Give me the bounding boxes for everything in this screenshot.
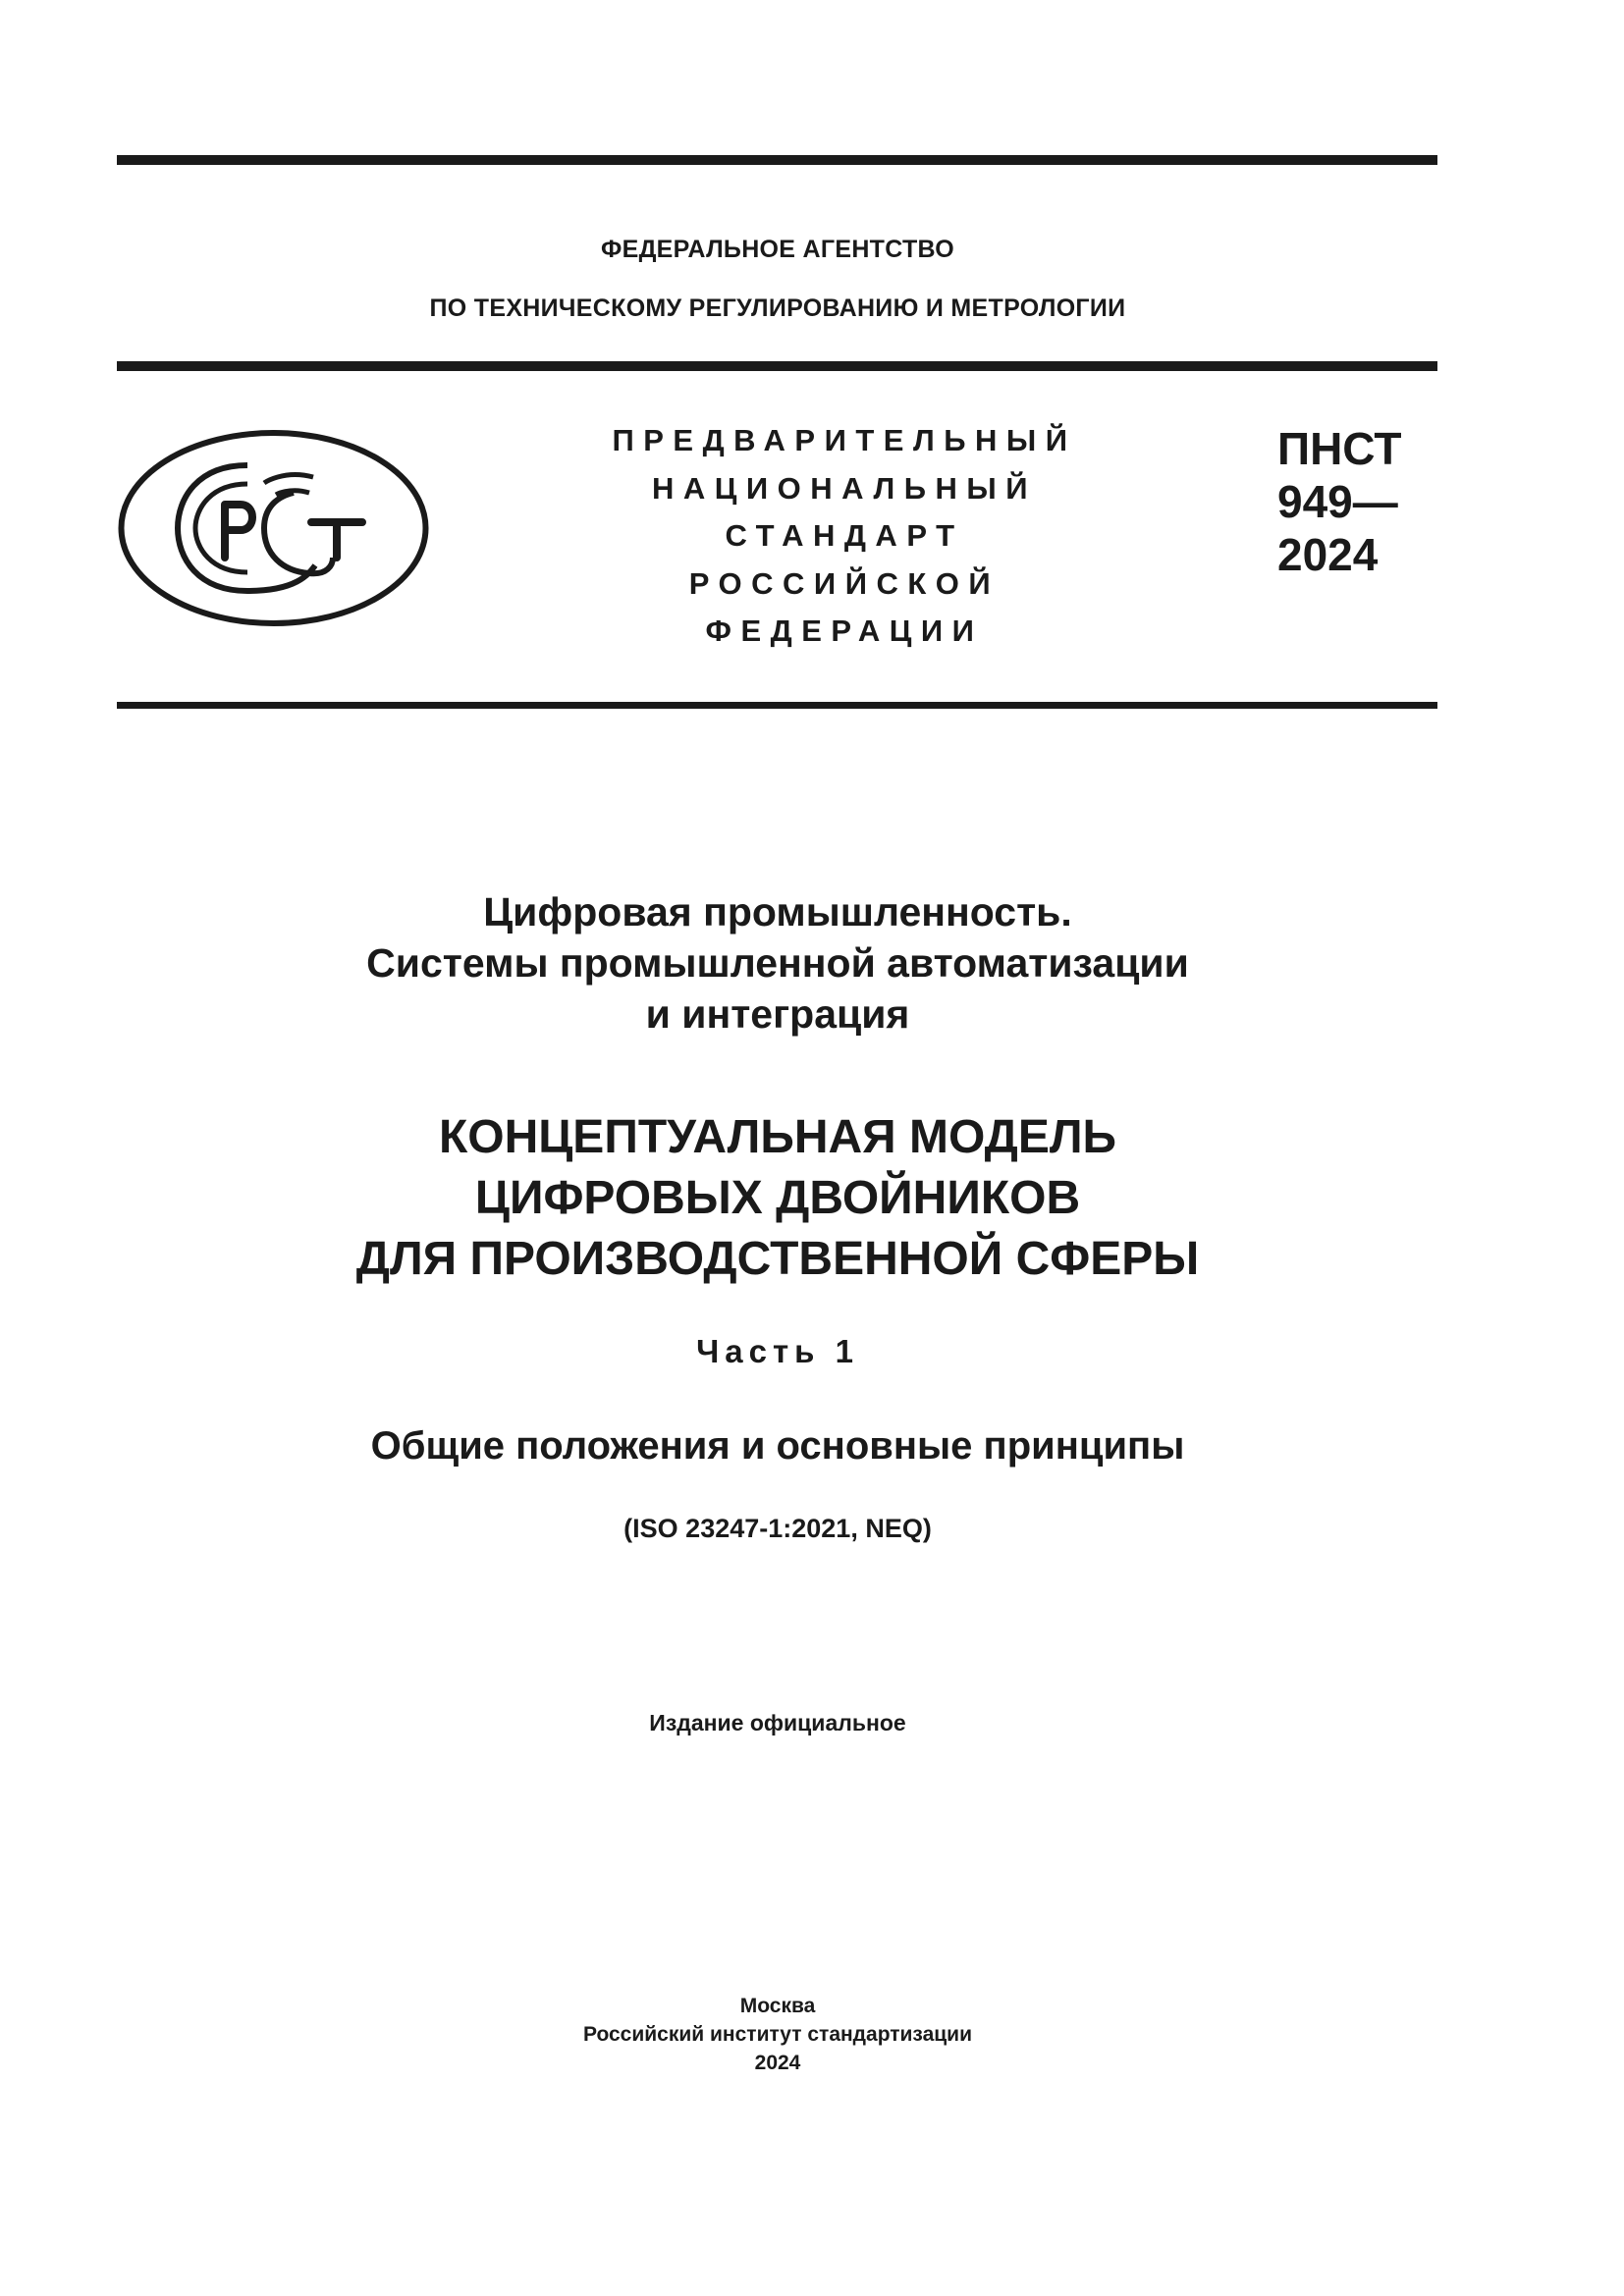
title-line-2: Системы промышленной автоматизации (366, 940, 1189, 986)
part-subtitle: Общие положения и основные принципы (370, 1424, 1185, 1468)
standard-code (1277, 422, 1474, 581)
standard-code-year: 2024 (1277, 529, 1379, 580)
agency-line-2: ПО ТЕХНИЧЕСКОМУ РЕГУЛИРОВАНИЮ И МЕТРОЛОГИИ (429, 294, 1126, 322)
standard-type-line: НАЦИОНАЛЬНЫЙ (651, 470, 1038, 506)
iso-reference: (ISO 23247-1:2021, NEQ) (623, 1514, 932, 1543)
standard-type (579, 417, 1110, 656)
agency-block (0, 220, 1555, 338)
standard-type-line: СТАНДАРТ (725, 518, 964, 553)
gost-r-logo (117, 428, 430, 628)
publisher-block (0, 1992, 1555, 2077)
caps-line-3: ДЛЯ ПРОИЗВОДСТВЕННОЙ СФЕРЫ (355, 1233, 1200, 1285)
publisher-year: 2024 (754, 2052, 801, 2074)
standard-code-prefix: ПНСТ (1277, 423, 1402, 474)
top-rule (117, 155, 1437, 165)
document-title (0, 886, 1555, 1040)
standard-type-line: ФЕДЕРАЦИИ (705, 614, 984, 648)
edition-note: Издание официальное (649, 1710, 906, 1735)
standard-code-number: 949— (1277, 476, 1398, 527)
caps-line-2: ЦИФРОВЫХ ДВОЙНИКОВ (474, 1172, 1081, 1224)
document-title-caps (0, 1107, 1555, 1290)
caps-line-1: КОНЦЕПТУАЛЬНАЯ МОДЕЛЬ (438, 1111, 1117, 1163)
bottom-rule (117, 702, 1437, 709)
standard-type-line: ПРЕДВАРИТЕЛЬНЫЙ (612, 423, 1077, 457)
title-line-1: Цифровая промышленность. (483, 889, 1072, 934)
publisher-city: Москва (739, 1995, 816, 2017)
agency-line-1: ФЕДЕРАЛЬНОЕ АГЕНТСТВО (600, 236, 955, 263)
gost-r-emblem-icon (122, 433, 426, 623)
middle-rule (117, 361, 1437, 371)
part-number: Часть 1 (696, 1333, 859, 1369)
standard-type-line: РОССИЙСКОЙ (688, 565, 1001, 601)
title-line-3: и интеграция (645, 991, 910, 1037)
publisher-institute: Российский институт стандартизации (582, 2023, 973, 2046)
